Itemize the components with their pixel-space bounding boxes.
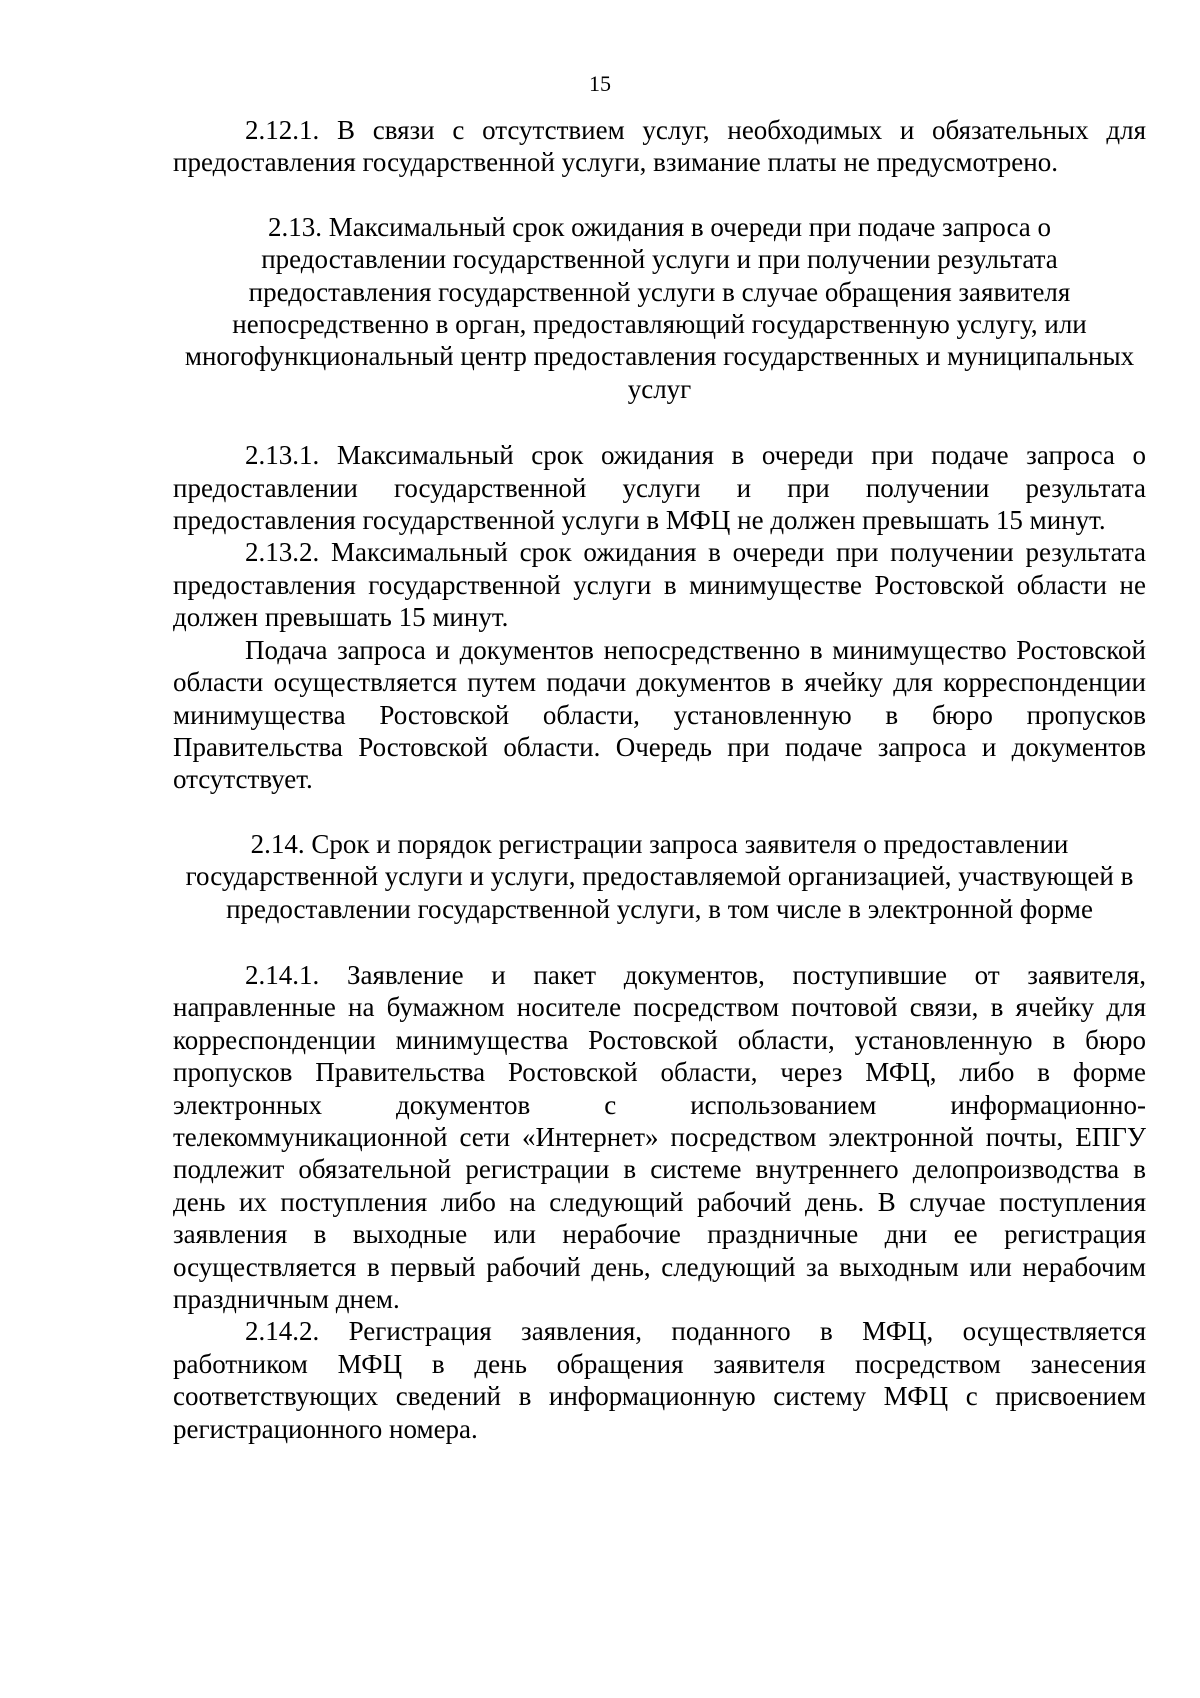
paragraph-submission: Подача запроса и документов непосредственно в минимущество Ростовской области осуществляется путем подачи документов в ячейку для корреспонденции минимущества Ростовской области, установленную в бюро пропусков Правительства Ростовской области. Очередь при подаче запроса и документов отсутствует. [173, 634, 1146, 795]
section-heading-2-13: 2.13. Максимальный срок ожидания в очереди при подаче запроса о предоставлении государственной услуги и при получении результата предоставления государственной услуги в случае обращения заявителя непосредственно в орган, предоставляющий государственную услугу, или многофункциональный центр предоставления государственных и муниципальных услуг [184, 211, 1135, 404]
paragraph-2-12-1: 2.12.1. В связи с отсутствием услуг, необходимых и обязательных для предоставления государственной услуги, взимание платы не предусмотрено. [173, 115, 1146, 178]
paragraph-2-14-1: 2.14.1. Заявление и пакет документов, поступившие от заявителя, направленные на бумажном носителе посредством почтовой связи, в ячейку для корреспонденции минимущества Ростовской области, установленную в бюро пропусков Правительства Ростовской области, через МФЦ, либо в форме электронных документов с использованием информационно-телекоммуникационной сети «Интернет» посредством электронной почты, ЕПГУ подлежит обязательной регистрации в системе внутреннего делопроизводства в день их поступления либо на следующий рабочий день. В случае поступления заявления в выходные или нерабочие праздничные дни ее регистрация осуществляется в первый рабочий день, следующий за выходным или нерабочим праздничным днем. [173, 959, 1146, 1314]
paragraph-2-13-1: 2.13.1. Максимальный срок ожидания в очереди при подаче запроса о предоставлении государственной услуги и при получении результата предоставления государственной услуги в МФЦ не должен превышать 15 минут. [173, 440, 1146, 536]
paragraph-2-14-2: 2.14.2. Регистрация заявления, поданного в МФЦ, осуществляется работником МФЦ в день обращения заявителя посредством занесения соответствующих сведений в информационную систему МФЦ с присвоением регистрационного номера. [173, 1316, 1146, 1444]
page-number: 15 [589, 71, 611, 96]
section-heading-2-14: 2.14. Срок и порядок регистрации запроса заявителя о предоставлении государственной услуги и услуги, предоставляемой организацией, участвующей в предоставлении государственной услуги, в том числе в электронной форме [185, 828, 1134, 924]
paragraph-2-13-2: 2.13.2. Максимальный срок ожидания в очереди при получении результата предоставления государственной услуги в минимуществе Ростовской области не должен превышать 15 минут. [173, 537, 1146, 633]
document-body [173, 114, 1146, 1445]
